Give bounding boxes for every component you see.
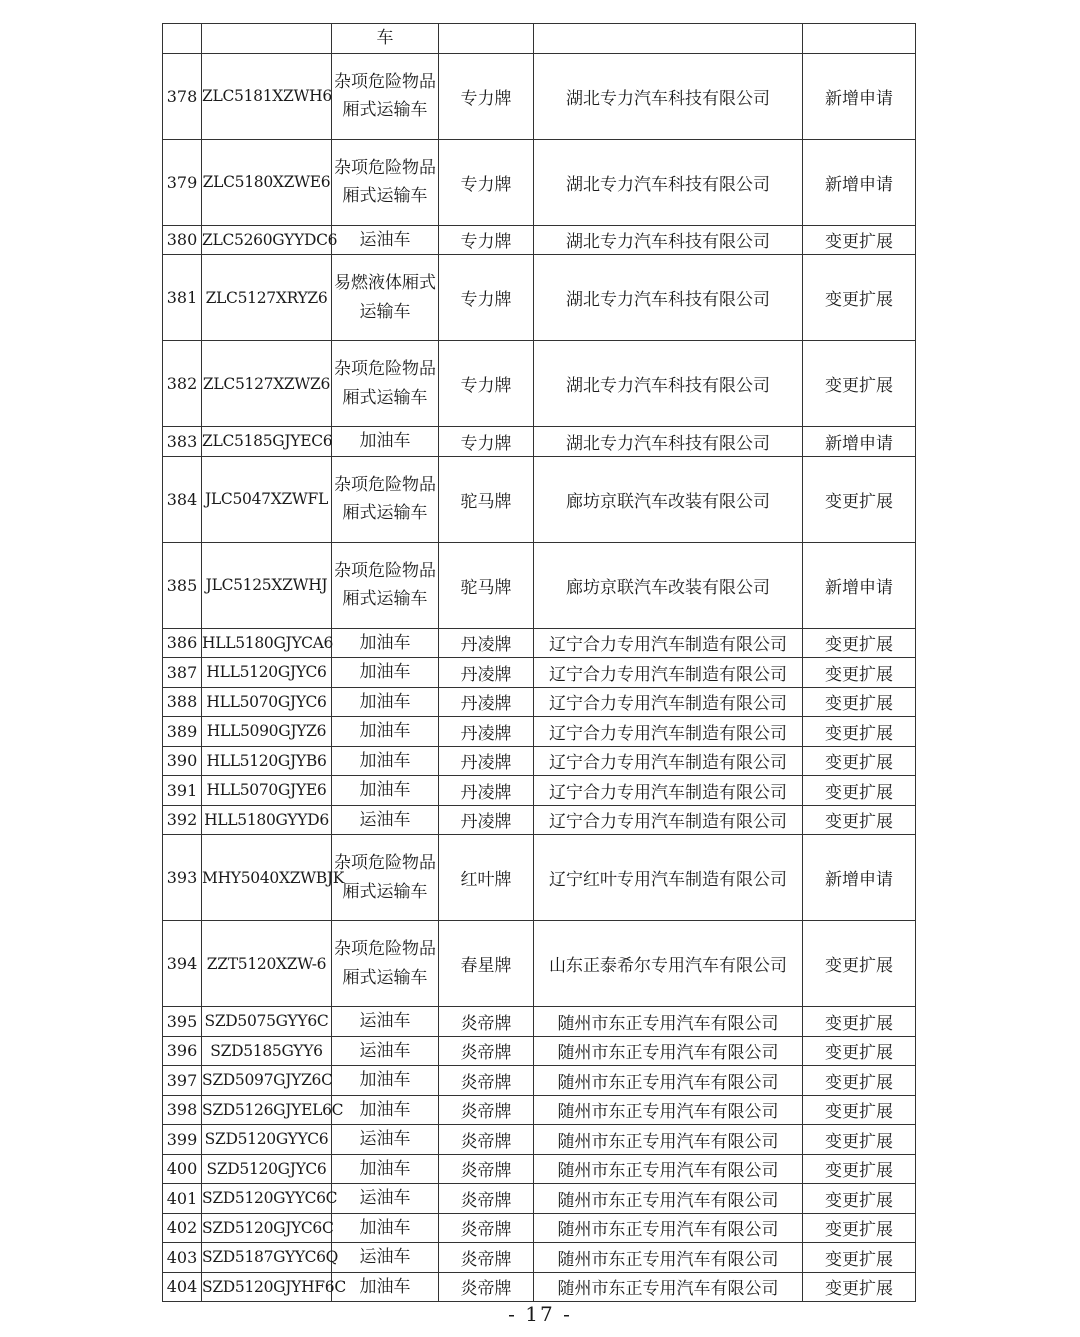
company: 辽宁红叶专用汽车制造有限公司 (534, 835, 803, 921)
application-status: 变更扩展 (803, 746, 916, 776)
table-row (163, 255, 916, 341)
vehicle-model: SZD5126GJYEL6C (202, 1095, 332, 1125)
company: 廊坊京联汽车改装有限公司 (534, 542, 803, 628)
vehicle-catalog-table (162, 23, 916, 1302)
company: 随州市东正专用汽车有限公司 (534, 1213, 803, 1243)
company: 随州市东正专用汽车有限公司 (534, 1272, 803, 1302)
vehicle-type: 加油车 (332, 427, 439, 457)
vehicle-model: HLL5180GJYCA6 (202, 628, 332, 658)
row-number: 391 (163, 776, 202, 806)
brand: 炎帝牌 (439, 1184, 534, 1214)
table-row (163, 746, 916, 776)
row-number: 385 (163, 542, 202, 628)
vehicle-model: ZLC5127XRYZ6 (202, 255, 332, 341)
row-number: 397 (163, 1066, 202, 1096)
vehicle-model: SZD5075GYY6C (202, 1007, 332, 1037)
vehicle-model: ZLC5127XZWZ6 (202, 341, 332, 427)
vehicle-type: 加油车 (332, 776, 439, 806)
table-row (163, 1184, 916, 1214)
vehicle-model: SZD5120GJYHF6C (202, 1272, 332, 1302)
row-number: 393 (163, 835, 202, 921)
row-number: 379 (163, 139, 202, 225)
vehicle-model: HLL5180GYYD6 (202, 805, 332, 835)
vehicle-model: SZD5120GYYC6C (202, 1184, 332, 1214)
vehicle-model: JLC5125XZWHJ (202, 542, 332, 628)
company: 廊坊京联汽车改装有限公司 (534, 456, 803, 542)
application-status: 变更扩展 (803, 1184, 916, 1214)
table-row (163, 542, 916, 628)
table-row (163, 53, 916, 139)
table-row (163, 835, 916, 921)
brand: 驼马牌 (439, 456, 534, 542)
application-status: 变更扩展 (803, 1007, 916, 1037)
vehicle-type: 易燃液体厢式运输车 (332, 255, 439, 341)
table-row (163, 139, 916, 225)
row-number: 399 (163, 1125, 202, 1155)
vehicle-type: 运油车 (332, 1125, 439, 1155)
company: 随州市东正专用汽车有限公司 (534, 1243, 803, 1273)
vehicle-type: 杂项危险物品厢式运输车 (332, 835, 439, 921)
company: 湖北专力汽车科技有限公司 (534, 427, 803, 457)
vehicle-model: JLC5047XZWFL (202, 456, 332, 542)
brand: 丹凌牌 (439, 776, 534, 806)
brand: 炎帝牌 (439, 1213, 534, 1243)
vehicle-type: 运油车 (332, 1243, 439, 1273)
application-status: 新增申请 (803, 427, 916, 457)
application-status: 新增申请 (803, 542, 916, 628)
brand: 专力牌 (439, 255, 534, 341)
vehicle-model (202, 24, 332, 54)
application-status: 变更扩展 (803, 805, 916, 835)
brand: 炎帝牌 (439, 1243, 534, 1273)
table-row (163, 1095, 916, 1125)
table-row (163, 628, 916, 658)
row-number: 394 (163, 921, 202, 1007)
brand: 专力牌 (439, 225, 534, 255)
brand: 红叶牌 (439, 835, 534, 921)
vehicle-type: 加油车 (332, 1272, 439, 1302)
application-status: 变更扩展 (803, 658, 916, 688)
table-row (163, 687, 916, 717)
vehicle-model: SZD5120GYYC6 (202, 1125, 332, 1155)
vehicle-type: 杂项危险物品厢式运输车 (332, 341, 439, 427)
vehicle-type: 杂项危险物品厢式运输车 (332, 542, 439, 628)
company: 湖北专力汽车科技有限公司 (534, 225, 803, 255)
brand: 炎帝牌 (439, 1154, 534, 1184)
row-number: 398 (163, 1095, 202, 1125)
company: 山东正泰希尔专用汽车有限公司 (534, 921, 803, 1007)
brand: 专力牌 (439, 139, 534, 225)
vehicle-type: 杂项危险物品厢式运输车 (332, 139, 439, 225)
vehicle-type: 杂项危险物品厢式运输车 (332, 921, 439, 1007)
brand: 丹凌牌 (439, 658, 534, 688)
company: 随州市东正专用汽车有限公司 (534, 1095, 803, 1125)
vehicle-model: ZLC5180XZWE6 (202, 139, 332, 225)
vehicle-model: ZZT5120XZW-6 (202, 921, 332, 1007)
table-row (163, 776, 916, 806)
brand: 丹凌牌 (439, 746, 534, 776)
row-number: 396 (163, 1036, 202, 1066)
brand (439, 24, 534, 54)
vehicle-type: 运油车 (332, 225, 439, 255)
application-status: 变更扩展 (803, 225, 916, 255)
row-number: 403 (163, 1243, 202, 1273)
vehicle-type: 加油车 (332, 717, 439, 747)
table-row (163, 805, 916, 835)
company: 随州市东正专用汽车有限公司 (534, 1184, 803, 1214)
application-status: 变更扩展 (803, 1036, 916, 1066)
table-row (163, 1036, 916, 1066)
vehicle-type: 运油车 (332, 805, 439, 835)
row-number: 392 (163, 805, 202, 835)
brand: 专力牌 (439, 427, 534, 457)
vehicle-model: ZLC5260GYYDC6 (202, 225, 332, 255)
row-number: 400 (163, 1154, 202, 1184)
application-status: 变更扩展 (803, 1272, 916, 1302)
row-number: 387 (163, 658, 202, 688)
table-row (163, 225, 916, 255)
company: 湖北专力汽车科技有限公司 (534, 53, 803, 139)
table-row (163, 1066, 916, 1096)
company: 随州市东正专用汽车有限公司 (534, 1007, 803, 1037)
company: 辽宁合力专用汽车制造有限公司 (534, 717, 803, 747)
row-number: 390 (163, 746, 202, 776)
row-number (163, 24, 202, 54)
application-status: 新增申请 (803, 139, 916, 225)
row-number: 389 (163, 717, 202, 747)
row-number: 401 (163, 1184, 202, 1214)
brand: 炎帝牌 (439, 1095, 534, 1125)
table-row (163, 921, 916, 1007)
table-row (163, 1007, 916, 1037)
vehicle-type: 加油车 (332, 1154, 439, 1184)
brand: 炎帝牌 (439, 1007, 534, 1037)
company: 辽宁合力专用汽车制造有限公司 (534, 746, 803, 776)
vehicle-model: ZLC5185GJYEC6 (202, 427, 332, 457)
row-number: 386 (163, 628, 202, 658)
table-row (163, 341, 916, 427)
vehicle-type: 加油车 (332, 746, 439, 776)
vehicle-model: SZD5185GYY6 (202, 1036, 332, 1066)
vehicle-type: 加油车 (332, 628, 439, 658)
company: 湖北专力汽车科技有限公司 (534, 139, 803, 225)
vehicle-type: 杂项危险物品厢式运输车 (332, 456, 439, 542)
row-number: 388 (163, 687, 202, 717)
brand: 春星牌 (439, 921, 534, 1007)
vehicle-model: HLL5120GJYB6 (202, 746, 332, 776)
company: 随州市东正专用汽车有限公司 (534, 1036, 803, 1066)
company: 辽宁合力专用汽车制造有限公司 (534, 628, 803, 658)
vehicle-type: 杂项危险物品厢式运输车 (332, 53, 439, 139)
table-row (163, 427, 916, 457)
application-status: 变更扩展 (803, 921, 916, 1007)
application-status: 新增申请 (803, 53, 916, 139)
row-number: 402 (163, 1213, 202, 1243)
vehicle-type: 车 (332, 24, 439, 54)
continued-row-fragment (163, 24, 916, 54)
vehicle-model: SZD5120GJYC6 (202, 1154, 332, 1184)
row-number: 395 (163, 1007, 202, 1037)
vehicle-model: HLL5070GJYE6 (202, 776, 332, 806)
company: 辽宁合力专用汽车制造有限公司 (534, 658, 803, 688)
table-row (163, 1125, 916, 1155)
application-status: 变更扩展 (803, 341, 916, 427)
vehicle-model: HLL5120GJYC6 (202, 658, 332, 688)
application-status: 变更扩展 (803, 1066, 916, 1096)
company: 辽宁合力专用汽车制造有限公司 (534, 776, 803, 806)
brand: 驼马牌 (439, 542, 534, 628)
table-row (163, 1154, 916, 1184)
vehicle-model: SZD5120GJYC6C (202, 1213, 332, 1243)
vehicle-type: 运油车 (332, 1007, 439, 1037)
application-status: 变更扩展 (803, 1213, 916, 1243)
vehicle-model: HLL5070GJYC6 (202, 687, 332, 717)
application-status (803, 24, 916, 54)
brand: 专力牌 (439, 53, 534, 139)
brand: 炎帝牌 (439, 1036, 534, 1066)
company: 随州市东正专用汽车有限公司 (534, 1066, 803, 1096)
application-status: 变更扩展 (803, 1095, 916, 1125)
table-row (163, 1243, 916, 1273)
vehicle-type: 加油车 (332, 1213, 439, 1243)
company: 湖北专力汽车科技有限公司 (534, 341, 803, 427)
vehicle-type: 运油车 (332, 1036, 439, 1066)
table-row (163, 456, 916, 542)
vehicle-model: SZD5187GYYC6Q (202, 1243, 332, 1273)
vehicle-type: 加油车 (332, 1095, 439, 1125)
company (534, 24, 803, 54)
application-status: 变更扩展 (803, 776, 916, 806)
vehicle-model: MHY5040XZWBJK (202, 835, 332, 921)
table-body (163, 24, 916, 1302)
brand: 炎帝牌 (439, 1066, 534, 1096)
table-row (163, 1272, 916, 1302)
brand: 丹凌牌 (439, 628, 534, 658)
application-status: 新增申请 (803, 835, 916, 921)
brand: 炎帝牌 (439, 1272, 534, 1302)
company: 湖北专力汽车科技有限公司 (534, 255, 803, 341)
application-status: 变更扩展 (803, 1154, 916, 1184)
brand: 炎帝牌 (439, 1125, 534, 1155)
application-status: 变更扩展 (803, 456, 916, 542)
company: 辽宁合力专用汽车制造有限公司 (534, 805, 803, 835)
brand: 丹凌牌 (439, 805, 534, 835)
application-status: 变更扩展 (803, 1125, 916, 1155)
brand: 丹凌牌 (439, 687, 534, 717)
row-number: 384 (163, 456, 202, 542)
application-status: 变更扩展 (803, 255, 916, 341)
vehicle-model: HLL5090GJYZ6 (202, 717, 332, 747)
company: 随州市东正专用汽车有限公司 (534, 1154, 803, 1184)
brand: 专力牌 (439, 341, 534, 427)
vehicle-type: 加油车 (332, 1066, 439, 1096)
table-row (163, 1213, 916, 1243)
vehicle-type: 加油车 (332, 687, 439, 717)
company: 辽宁合力专用汽车制造有限公司 (534, 687, 803, 717)
table-row (163, 717, 916, 747)
row-number: 404 (163, 1272, 202, 1302)
vehicle-model: ZLC5181XZWH6 (202, 53, 332, 139)
vehicle-model: SZD5097GJYZ6C (202, 1066, 332, 1096)
company: 随州市东正专用汽车有限公司 (534, 1125, 803, 1155)
application-status: 变更扩展 (803, 1243, 916, 1273)
vehicle-type: 运油车 (332, 1184, 439, 1214)
row-number: 380 (163, 225, 202, 255)
table-row (163, 658, 916, 688)
application-status: 变更扩展 (803, 687, 916, 717)
row-number: 382 (163, 341, 202, 427)
brand: 丹凌牌 (439, 717, 534, 747)
row-number: 381 (163, 255, 202, 341)
row-number: 383 (163, 427, 202, 457)
row-number: 378 (163, 53, 202, 139)
page-number: - 17 - (508, 1302, 572, 1326)
application-status: 变更扩展 (803, 717, 916, 747)
application-status: 变更扩展 (803, 628, 916, 658)
vehicle-type: 加油车 (332, 658, 439, 688)
